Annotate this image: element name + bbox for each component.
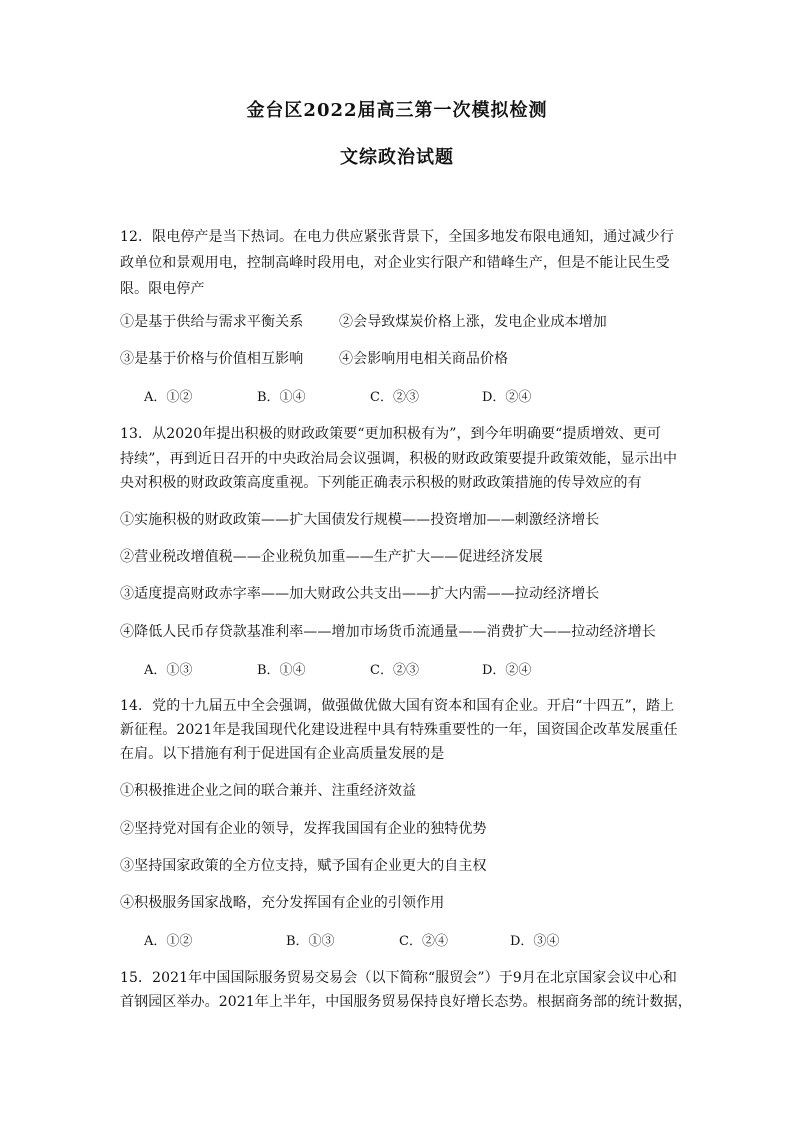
option-d: D．②④: [482, 390, 532, 405]
option-d: D．③④: [510, 934, 560, 949]
statement: ①实施积极的财政政策——扩大国债发行规模——投资增加——刺激经济增长: [120, 512, 600, 528]
option-c: C．②③: [370, 663, 419, 678]
question-stem-line: 14．党的十九届五中全会强调，做强做优做大国有资本和国有企业。开启“十四五”，踏上: [120, 698, 675, 714]
statement: ①积极推进企业之间的联合兼并、注重经济效益: [120, 783, 417, 799]
statement: ②会导致煤炭价格上涨，发电企业成本增加: [339, 314, 607, 330]
option-d: D．②④: [482, 663, 532, 678]
option-a: A．①②: [144, 934, 193, 949]
question-stem-line: 13．从2020年提出积极的财政政策要“更加积极有为”，到今年明确要“提质增效、更可: [120, 426, 662, 442]
question-stem-line: 政单位和景观用电，控制高峰时段用电，对企业实行限产和错峰生产，但是不能让民生受: [120, 255, 670, 271]
statement: ③是基于价格与价值相互影响: [120, 351, 304, 367]
statement: ④降低人民币存贷款基准利率——增加市场货币流通量——消费扩大——拉动经济增长: [120, 624, 656, 640]
question-stem-line: 限。限电停产: [120, 281, 205, 297]
option-b: B．①③: [286, 934, 335, 949]
statement: ④会影响用电相关商品价格: [339, 351, 509, 367]
question-stem-line: 首钢园区举办。2021年上半年，中国服务贸易保持良好增长态势。根据商务部的统计数据，: [120, 994, 692, 1010]
option-c: C．②③: [370, 390, 419, 405]
statement: ③适度提高财政赤字率——加大财政公共支出——扩大内需——拉动经济增长: [120, 586, 600, 602]
statement: ③坚持国家政策的全方位支持，赋予国有企业更大的自主权: [120, 858, 487, 874]
statement: ②坚持党对国有企业的领导，发挥我国国有企业的独特优势: [120, 821, 487, 837]
question-stem-line: 15．2021年中国国际服务贸易交易会（以下简称“服贸会”）于9月在北京国家会议中心和: [120, 970, 677, 986]
question-stem-line: 在肩。以下措施有利于促进国有企业高质量发展的是: [120, 746, 445, 762]
option-a: A．①③: [144, 663, 193, 678]
page-title: 金台区2022届高三第一次模拟检测: [246, 100, 548, 121]
option-a: A．①②: [144, 390, 193, 405]
page-subtitle: 文综政治试题: [340, 147, 454, 168]
option-c: C．②④: [399, 934, 448, 949]
option-b: B．①④: [257, 663, 306, 678]
question-stem-line: 央对积极的财政政策高度重视。下列能正确表示积极的财政政策措施的传导效应的有: [120, 475, 642, 491]
question-stem-line: 12．限电停产是当下热词。在电力供应紧张背景下，全国多地发布限电通知，通过减少行: [120, 229, 674, 245]
option-b: B．①④: [257, 390, 306, 405]
statement: ②营业税改增值税——企业税负加重——生产扩大——促进经济发展: [120, 549, 543, 565]
statement: ①是基于供给与需求平衡关系: [120, 314, 304, 330]
statement: ④积极服务国家战略，充分发挥国有企业的引领作用: [120, 895, 445, 911]
question-stem-line: 新征程。2021年是我国现代化建设进程中具有特殊重要性的一年，国资国企改革发展重任: [120, 722, 678, 738]
question-stem-line: 持续”，再到近日召开的中央政治局会议强调，积极的财政政策要提升政策效能，显示出中: [120, 451, 678, 467]
